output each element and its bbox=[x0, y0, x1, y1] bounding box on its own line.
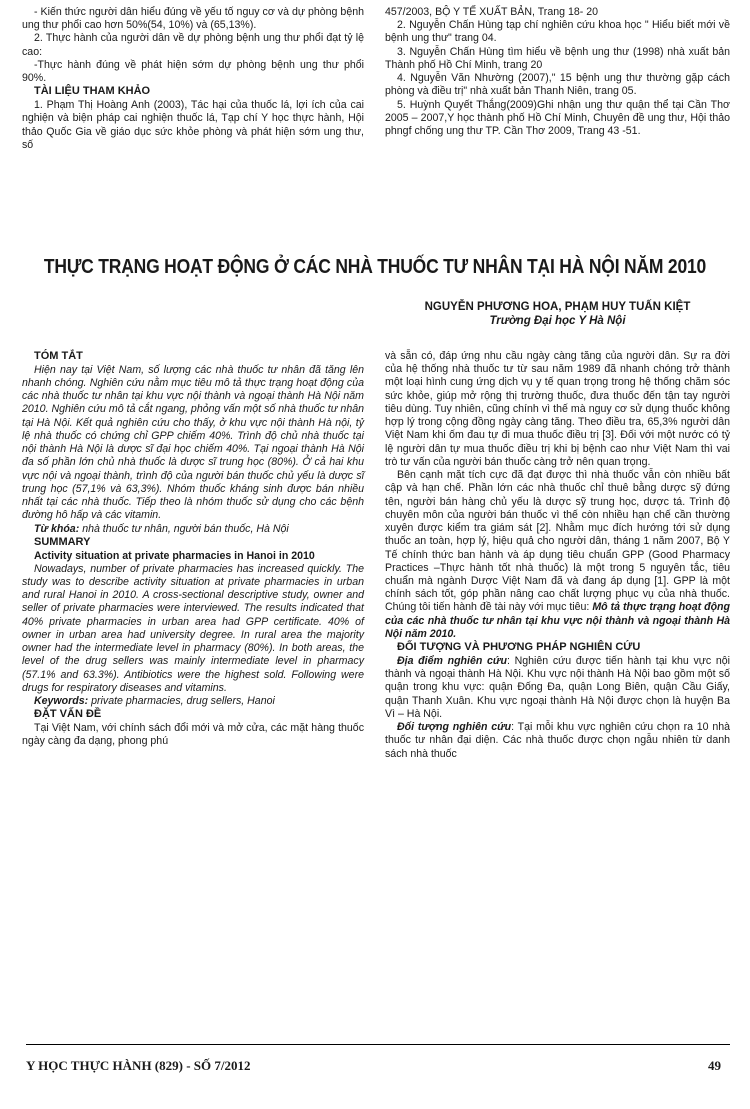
study-subjects bbox=[385, 721, 730, 761]
footer-rule bbox=[26, 1044, 730, 1045]
reference-1: 1. Phạm Thị Hoàng Anh (2003), Tác hại của thuốc lá, lợi ích của cai nghiện và biện pháp cai nghiện thuốc lá, Tạp chí Y học thực hành, Hội thảo Quốc Gia về giáo dục sức khỏe phòng và phát hiện sớm ung thư, số bbox=[22, 99, 364, 151]
intro-paragraph-1-cont: và sẵn có, đáp ứng nhu cầu ngày càng tăng của người dân. Sự ra đời của hệ thống nhà thuốc tư từ sau năm 1989 đã nhanh chóng trở thành một loại hình cung ứng dịch vụ y tế quan trọng trong hệ thống chăm sóc sức khỏe, giúp mở rộng thị trường thuốc, đưa thuốc đến tận tay người tiêu dùng. Tuy nhiên, cũng chính vì thế mà nguy cơ sử dụng thuốc không hợp lý trong cộng đồng ngày càng tăng. Theo điều tra, 65,3% người dân Việt Nam khi ốm đau tự đi mua thuốc điều trị [3]. Đối với một nước có tỷ lệ người dân tự mua thuốc điều trị khi bị bệnh cao như Việt Nam thì vai trò tư vấn của người bán thuốc càng trở nên quan trọng. bbox=[385, 350, 730, 468]
abstract-text: Hiện nay tại Việt Nam, số lượng các nhà thuốc tư nhân đã tăng lên nhanh chóng. Nghiên cứu nằm mục tiêu mô tả thực trạng hoạt động của các nhà thuốc tư nhân tại khu vực nội thành và ngoại thành Hà Nội năm 2010. Nghiên cứu mô tả cắt ngang, phỏng vấn một số nhà thuốc tư nhân tại Hà Nội. Kết quả nghiên cứu cho thấy, ở khu vực nội thành Hà nội, tỷ lệ nhà thuốc có chứng chỉ GPP chiếm 40%. Trình độ chủ nhà thuốc tại nội thành Hà Nội là dược sĩ đại học chiếm 40%. Tại ngoại thành Hà Nội đa số phần lớn chủ nhà thuốc là dược sĩ trung học (80%). Ở cả hai khu vực nội và ngoại thành, trình độ của người bán thuốc chủ yếu là dược sĩ trung học (57,1% và 63,3%). Nhóm thuốc kháng sinh được bán nhiều nhất tại các nhà thuốc. Tiếp theo là nhóm thuốc sử dụng cho các bệnh đường hô hấp và các vitamin. bbox=[22, 363, 364, 522]
reference-2: 2. Nguyễn Chấn Hùng tạp chí nghiên cứu khoa học " Hiểu biết mới về bệnh ung thư" trang 04. bbox=[385, 19, 730, 45]
summary-title: Activity situation at private pharmacies in Hanoi in 2010 bbox=[34, 549, 315, 562]
reference-4: 4. Nguyễn Văn Nhường (2007)," 15 bệnh ung thư thường gặp cách phòng và điều trị" nhà xuất bản Thanh Niên, trang 05. bbox=[385, 72, 730, 98]
page-number: 49 bbox=[708, 1058, 721, 1073]
study-subjects-text: : Tại mỗi khu vực nghiên cứu chọn ra 10 nhà thuốc tư nhân đại diện. Các nhà thuốc được chọn ngẫu nhiên từ danh sách nhà thuốc bbox=[385, 721, 730, 760]
study-site bbox=[385, 655, 730, 721]
top-left-column bbox=[22, 6, 364, 152]
author-affiliation: Trường Đại học Y Hà Nội bbox=[489, 315, 626, 328]
conclusion-practice-detail: -Thực hành đúng về phát hiện sớm dự phòng bệnh ung thư phổi 90%. bbox=[22, 58, 364, 85]
reference-5: 5. Huỳnh Quyết Thắng(2009)Ghi nhận ung thư quận thể tại Cần Thơ 2005 – 2007,Y học thành phố Hồ Chí Minh, Chuyên đề ung thư, Hội thảo phngf chống ung thư TP. Cần Thơ 2009, Trang 43 -51. bbox=[385, 98, 730, 138]
intro-paragraph-1: Tại Việt Nam, với chính sách đổi mới và mở cửa, các mặt hàng thuốc ngày càng đa dạng, phong phú bbox=[22, 722, 364, 748]
study-subjects-label: Đối tượng nghiên cứu bbox=[397, 721, 512, 734]
author-names: NGUYỄN PHƯƠNG HOA, PHẠM HUY TUẤN KIỆT bbox=[424, 301, 691, 313]
en-keywords-text: private pharmacies, drug sellers, Hanoi bbox=[91, 695, 275, 708]
study-objective: Mô tả thực trạng hoạt động của các nhà thuốc tư nhân tại khu vực nội thành và ngoại thành Hà Nội năm 2010. bbox=[385, 601, 730, 640]
abstract-heading: TÓM TẮT bbox=[34, 350, 83, 362]
keywords-label: Từ khóa: bbox=[34, 522, 80, 535]
author-block bbox=[385, 300, 730, 329]
summary-heading: SUMMARY bbox=[34, 535, 91, 548]
reference-1-cont: 457/2003, BỘ Y TẾ XUẤT BẢN, Trang 18- 20 bbox=[385, 6, 598, 18]
page-footer bbox=[0, 1036, 750, 1096]
reference-3: 3. Nguyễn Chấn Hùng tìm hiểu về bệnh ung thư (1998) nhà xuất bản Thành phố Hồ Chí Minh, trang 20 bbox=[385, 45, 730, 71]
article-title: THỰC TRẠNG HOẠT ĐỘNG Ở CÁC NHÀ THUỐC TƯ NHÂN TẠI HÀ NỘI NĂM 2010 bbox=[43, 254, 707, 278]
references-heading: TÀI LIỆU THAM KHẢO bbox=[34, 85, 151, 98]
journal-name: Y HỌC THỰC HÀNH (829) - SỐ 7/2012 bbox=[26, 1058, 251, 1073]
summary-text: Nowadays, number of private pharmacies has increased quickly. The study was to describe activity situation at private pharmacies in urban and rural Hanoi in 2010. A cross-sectional descriptive study, owner and seller of private pharmacies were interviewed. The results indicated that 40% private pharmacies in urban area had GPP certificate. 40% of owner in urban area had university degree. In rural area the majority owner had the intermediate level in pharmacy (80%). In both areas, the level of the drug sellers was mainly intermediate level in pharmacy (57.1% and 63.3%). Antibiotics were the highest sold. Following were drugs for respiratory diseases and vitamins. bbox=[22, 562, 364, 694]
intro-heading: ĐẶT VẤN ĐỀ bbox=[34, 708, 102, 721]
intro-paragraph-2 bbox=[385, 469, 730, 641]
right-body-column bbox=[385, 350, 730, 761]
study-site-label: Địa điểm nghiên cứu bbox=[397, 654, 507, 667]
methods-heading: ĐỐI TƯỢNG VÀ PHƯƠNG PHÁP NGHIÊN CỨU bbox=[397, 641, 641, 654]
en-keywords-label: Keywords: bbox=[34, 695, 89, 708]
top-right-column bbox=[385, 6, 730, 138]
conclusion-practice: 2. Thực hành của người dân về dự phòng bệnh ung thư phổi đạt tỷ lệ cao: bbox=[22, 32, 364, 58]
en-keywords-line bbox=[22, 695, 364, 708]
conclusion-knowledge: - Kiến thức người dân hiểu đúng về yếu tố nguy cơ và dự phòng bệnh ung thư phổi cao hơn 50%(54, 10%) và (65,13%). bbox=[22, 6, 364, 32]
left-body-column bbox=[22, 350, 364, 749]
keywords-text: nhà thuốc tư nhân, người bán thuốc, Hà Nội bbox=[82, 522, 289, 535]
study-site-text: : Nghiên cứu được tiến hành tại khu vực nội thành và ngoại thành Hà Nội. Khu vực nội thành Hà Nội bao gồm một số quận trong khu vực: quận Đống Đa, quận Long Biên, quận Cầu Giấy, quận Thanh Xuân. Khu vực ngoại thành Hà Nội được chọn là huyện Ba Vì – Hà Nội. bbox=[385, 654, 730, 720]
intro-paragraph-2-text: Bên cạnh mặt tích cực đã đạt được thì nhà thuốc vẫn còn nhiều bất cập và hạn chế. Phần lớn các nhà thuốc chỉ thuê bằng dược sỹ đứng tên, người bán hàng chủ yếu là dược sỹ trung học, dược tá. Trình độ chuyên môn của người bán thuốc vì thế còn nhiều hạn chế cần thường xuyên được kiểm tra giám sát [2]. Nhằm mục đích hướng tới sử dụng thuốc an toàn, hợp lý, hiệu quả cho người dân, tháng 1 năm 2007, Bộ Y Tế chính thức ban hành và áp dụng tiêu chuẩn GPP (Good Pharmacy Practices –Thực hành tốt nhà thuốc) là một trong 5 nguyên tắc, tiêu chuẩn mà ngành Dược Việt Nam đã và đang áp dụng [1]. GPP là một chính sách tốt, góp phần nâng cao chất lượng phục vụ của nhà thuốc. Chúng tôi tiến hành đề tài này với mục tiêu: bbox=[385, 469, 730, 614]
keywords-line bbox=[22, 523, 364, 536]
